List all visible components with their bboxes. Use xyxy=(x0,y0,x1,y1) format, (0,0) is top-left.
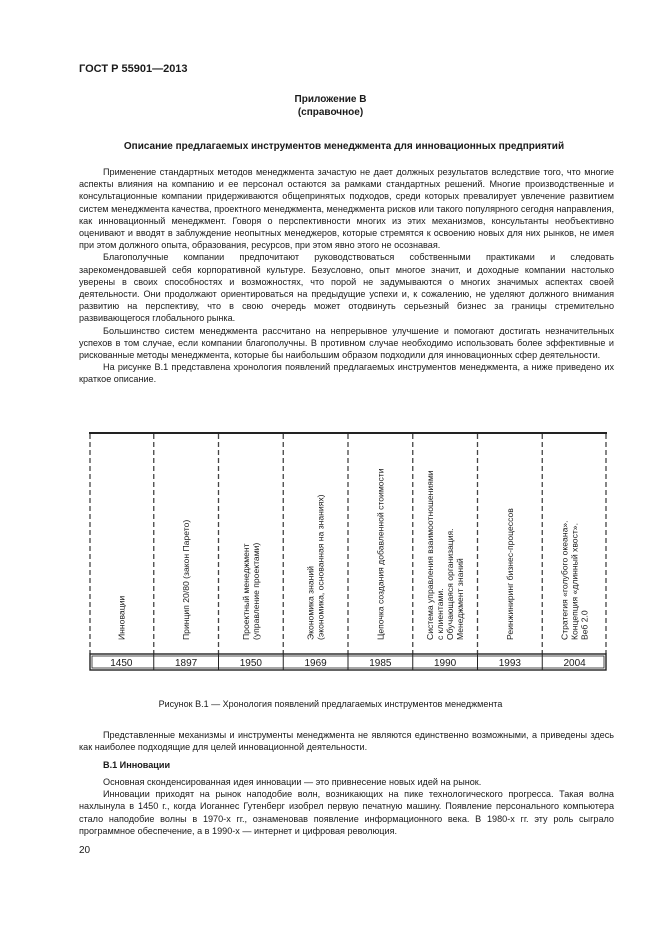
subsection-heading: В.1 Инновации xyxy=(103,760,171,770)
figure-caption: Рисунок В.1 — Хронология появлений предлагаемых инструментов менеджмента xyxy=(158,699,503,709)
timeline-label: Система управления взаимоотношениями xyxy=(425,470,436,640)
annex-title: Приложение В xyxy=(294,94,367,105)
timeline-year: 1450 xyxy=(110,658,133,669)
subsection-text xyxy=(79,776,614,837)
timeline-label: (экономика, основанная на знаниях) xyxy=(315,494,326,640)
timeline-label: Цепочка создания добавленной стоимости xyxy=(375,468,386,640)
timeline-label: Реинжиниринг бизнес-процессов xyxy=(504,508,515,640)
timeline-year: 1985 xyxy=(369,658,392,669)
paragraph: Инновации приходят на рынок наподобие волн, возникающих на пике технологического прогресса. Такая волна нахлынула в 1450 г., когда Иоганнес Гутенберг изобрел первую печатную машину. Появление персонального компьютера стало наподобие волны в 1970-х гг., ознаменовав появление информационного века. В 1980-х гг. эту роль сыграло программное обеспечение, а в 1990-х — интернет и цифровая революция. xyxy=(79,789,614,836)
post-figure-text xyxy=(79,729,614,753)
timeline-year: 1897 xyxy=(175,658,198,669)
timeline-label: Стратегия «голубого океана». xyxy=(559,520,570,640)
paragraph: Большинство систем менеджмента рассчитано на непрерывное улучшение и помогают достигать незначительных успехов в том случае, если компании благополучны. В противном случае необходимо использовать более эффективные и рискованные методы менеджмента, которые бы наибольшим образом подходили для инновационных сфер деятельности. xyxy=(79,325,614,361)
timeline-label: Концепция «длинный хвост». xyxy=(569,523,580,640)
timeline-label: Веб 2.0 xyxy=(579,610,590,640)
timeline-label: Принцип 20/80 (закон Парето) xyxy=(181,519,192,640)
standard-header: ГОСТ Р 55901—2013 xyxy=(79,63,188,75)
paragraph: Представленные механизмы и инструменты менеджмента не являются единственно возможными, а приведены здесь как наиболее подходящие для целей инновационной деятельности. xyxy=(79,730,614,753)
timeline-year: 1990 xyxy=(434,658,457,669)
timeline-label: Обучающаяся организация. xyxy=(445,528,456,640)
timeline-label: Экономика знаний xyxy=(305,566,316,640)
timeline-label: (управление проектами) xyxy=(250,542,261,640)
paragraph: Основная сконденсированная идея инновации — это привнесение новых идей на рынок. xyxy=(103,777,482,787)
timeline-figure xyxy=(89,432,607,680)
timeline-year: 1950 xyxy=(239,658,262,669)
annex-heading xyxy=(0,93,661,119)
annex-type: (справочное) xyxy=(297,107,364,118)
page-number: 20 xyxy=(79,845,91,856)
section-title: Описание предлагаемых инструментов менеджмента для инновационных предприятий xyxy=(123,141,565,152)
paragraph: Благополучные компании предпочитают руководствоваться собственными практиками и следовать зарекомендовавшей себя корпоративной культуре. Безусловно, опыт многое значит, и доходные компании настолько уверены в своих способностях и возможностях, что порой не задумываются о многих значимых аспектах своей деятельности. Они продолжают ориентироваться на предыдущие успехи и, к сожалению, не уделяют должного внимания развитию на перспективу, что в свою очередь может отодвинуть серьезный бизнес за границы стремительно развивающегося глобального рынка. xyxy=(79,252,614,324)
intro-text xyxy=(79,166,614,386)
timeline-year: 2004 xyxy=(563,658,586,669)
timeline-year: 1993 xyxy=(498,658,521,669)
timeline-label: Инновации xyxy=(116,595,127,640)
timeline-label: Менеджмент знаний xyxy=(455,558,466,640)
paragraph: Применение стандартных методов менеджмента зачастую не дает должных результатов вследствие того, что многие аспекты влияния на компанию и ее персонал остаются за рамками стандартных решений. Многие производственные и консультационные компании придерживаются общепринятых подходов, среди которых превалирует увлечение развитием систем менеджмента качества, проектного менеджмента, менеджмента рисков или такого популярного сегодня направления, как инновационный менеджмент. Говоря о перспективности многих из этих механизмов, консультанты необъективно оценивают и вводят в заблуждение неопытных менеджеров, которые стремятся к освоению новых для них рынков, не имея при этом должного опыта, образования, ресурсов, при этом явно этого не осознавая. xyxy=(79,167,614,251)
timeline-label: Проектный менеджмент xyxy=(240,543,251,640)
timeline-label: с клиентами. xyxy=(435,588,446,640)
paragraph: На рисунке В.1 представлена хронология появлений предлагаемых инструментов менеджмента, а ниже приведено их краткое описание. xyxy=(79,362,614,385)
timeline-diagram xyxy=(89,432,607,680)
timeline-year: 1969 xyxy=(304,658,327,669)
